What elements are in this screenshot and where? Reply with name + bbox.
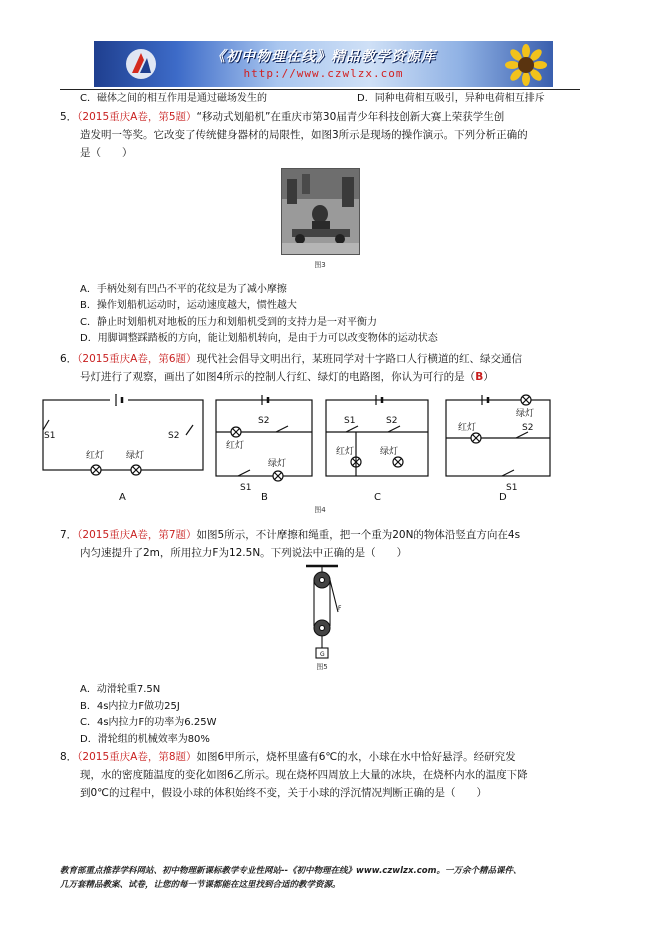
label-green-lamp: 绿灯 [126,451,145,461]
circuit-label-d: D [499,492,507,503]
question-number: 5． [60,111,78,123]
circuit-d [446,395,550,476]
label-s1: S1 [506,483,518,493]
banner-title: 《初中物理在线》精品教学资源库 [211,49,436,65]
label-s1: S1 [240,483,252,493]
q5-option-b: B．操作划船机运动时，运动速度越大，惯性越大 [80,300,297,311]
question-text: 如图6甲所示，烧杯里盛有6℃的水，小球在水中恰好悬浮。经研究发 [196,751,516,763]
banner-url: http://www.czwlzx.com [243,67,404,80]
q7-line2: 内匀速提升了2m，所用拉力F为12.5N。下列说法中正确的是（ ） [80,547,408,559]
q6-line2 [80,368,494,386]
q7-option-d: D．滑轮组的机械效率为80% [80,734,210,745]
q8-line2: 现，水的密度随温度的变化如图6乙所示。现在烧杯四周放上大量的冰块，在烧杯内水的温度下降 [80,769,528,781]
q7-option-a: A．动滑轮重7.5N [80,684,161,695]
figure4-circuits [36,390,556,520]
circuit-label-b: B [261,492,268,503]
figure5-pulley [300,562,344,674]
q5-option-a: A．手柄处刻有凹凸不平的花纹是为了减小摩擦 [80,284,287,295]
question-text-end: ） [483,371,494,383]
force-label: F [338,605,342,612]
label-red-lamp: 红灯 [226,441,245,451]
circuit-c [326,395,428,476]
weight-label: G [320,651,325,658]
footer-line1: 教育部重点推荐学科网站、初中物理新课标教学专业性网站--《初中物理在线》www.czwlzx.com。一万余个精品课件、 [60,866,522,876]
figure3-caption: 图3 [314,261,326,269]
q7-line1 [60,526,520,544]
label-s2: S2 [258,416,270,426]
label-s1: S1 [344,416,356,426]
circuit-b [216,395,312,481]
label-green-lamp: 绿灯 [268,459,287,469]
label-red-lamp: 红灯 [336,447,355,457]
q5-option-d: D．用脚调整踩踏板的方向，能让划船机转向，是由于力可以改变物体的运动状态 [80,333,438,344]
question-text: 如图5所示，不计摩擦和绳重，把一个重为20N的物体沿竖直方向在4s [196,529,521,541]
label-s2: S2 [168,431,180,441]
answer-mark: B [475,371,484,383]
q5-line2: 造发明一等奖。它改变了传统健身器材的局限性，如图3所示是现场的操作演示。下列分析正确的 [80,129,528,141]
circuit-label-a: A [119,492,126,503]
q7-option-c: C．4s内拉力F的功率为6.25W [80,717,217,728]
q5-line1 [60,108,504,126]
question-source: （2015重庆A卷，第7题） [77,529,197,541]
label-s2: S2 [522,423,534,433]
label-s1: S1 [44,431,56,441]
label-red-lamp: 红灯 [86,451,105,461]
q8-line1 [60,748,516,766]
q7-option-b: B．4s内拉力F做功25J [80,701,180,712]
footer-line2: 几万套精品教案、试卷，让您的每一节课都能在这里找到合适的教学资源。 [60,880,341,890]
q4-option-d: D．同种电荷相互吸引，异种电荷相互排斥 [357,93,545,104]
q8-line3: 到0℃的过程中，假设小球的体积始终不变，关于小球的浮沉情况判断正确的是（ ） [80,787,487,799]
question-source: （2015重庆A卷，第8题） [77,751,197,763]
question-number: 6． [60,353,78,365]
question-number: 8． [60,751,78,763]
question-text: “移动式划船机”在重庆市第30届青少年科技创新大赛上荣获学生创 [196,111,505,123]
q5-line3: 是（ ） [80,147,133,159]
q5-option-c: C．静止时划船机对地板的压力和划船机受到的支持力是一对平衡力 [80,317,377,328]
question-source: （2015重庆A卷，第5题） [77,111,197,123]
header-rule [60,89,580,90]
rowing-machine-photo [281,168,360,255]
label-green-lamp: 绿灯 [380,447,399,457]
question-source: （2015重庆A卷，第6题） [77,353,197,365]
figure4-caption: 图4 [314,506,326,514]
question-text: 现代社会倡导文明出行，某班同学对十字路口人行横道的红、绿交通信 [196,353,523,365]
question-text: 号灯进行了观察，画出了如图4所示的控制人行红、绿灯的电路图，你认为可行的是（ [80,371,476,383]
label-s2: S2 [386,416,398,426]
circuit-label-c: C [374,492,381,503]
question-number: 7． [60,529,78,541]
figure5-caption: 图5 [316,663,328,671]
label-red-lamp: 红灯 [458,423,477,433]
label-green-lamp: 绿灯 [516,409,535,419]
header-banner [94,41,553,87]
q4-option-c: C．磁体之间的相互作用是通过磁场发生的 [80,93,267,104]
q6-line1 [60,350,522,368]
